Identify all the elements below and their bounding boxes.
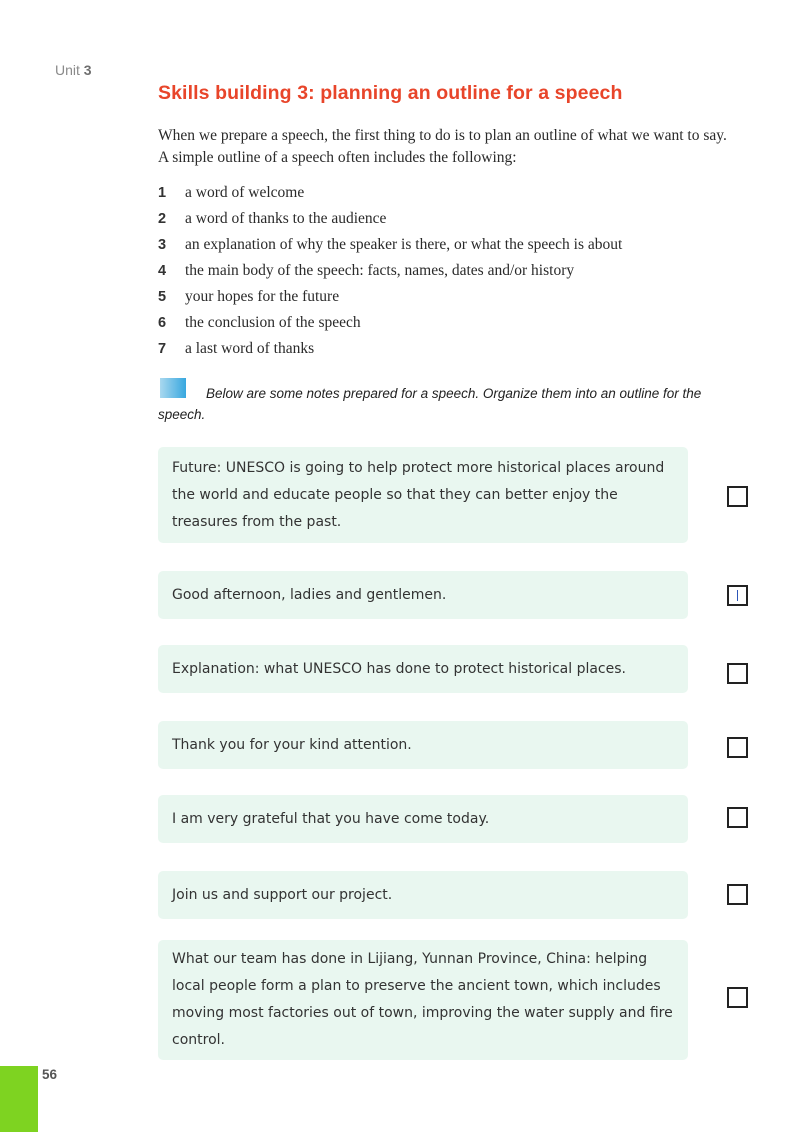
note-card-grateful: I am very grateful that you have come today. — [158, 795, 688, 843]
check-mark — [737, 590, 738, 601]
page-tab — [0, 1066, 38, 1132]
note-checkbox[interactable] — [727, 486, 748, 507]
note-card-lijiang: What our team has done in Lijiang, Yunnan Province, China: helping local people form a plan to preserve the ancient town, which includes moving most factories out of town, improving the water supply and fire control. — [158, 940, 688, 1060]
outline-item: 5 your hopes for the future — [158, 288, 340, 305]
page-number: 56 — [42, 1067, 58, 1082]
note-checkbox[interactable] — [727, 807, 748, 828]
outline-item: 4 the main body of the speech: facts, names, dates and/or history — [158, 262, 575, 279]
note-card-thank-you: Thank you for your kind attention. — [158, 721, 688, 769]
intro-paragraph: When we prepare a speech, the first thing to do is to plan an outline of what we want to say. A simple outline of a speech often includes the following: — [158, 127, 727, 166]
outline-item: 3 an explanation of why the speaker is there, or what the speech is about — [158, 236, 623, 253]
note-card-explanation: Explanation: what UNESCO has done to protect historical places. — [158, 645, 688, 693]
note-card-future: Future: UNESCO is going to help protect more historical places around the world and educate people so that they can better enjoy the treasures from the past. — [158, 447, 688, 543]
outline-item: 7 a last word of thanks — [158, 340, 315, 357]
note-checkbox[interactable] — [727, 987, 748, 1008]
task-instruction: Below are some notes prepared for a speech. Organize them into an outline for the speech. — [158, 386, 702, 422]
note-card-join-us: Join us and support our project. — [158, 871, 688, 919]
outline-item: 1 a word of welcome — [158, 184, 305, 201]
note-checkbox[interactable] — [727, 737, 748, 758]
note-card-welcome: Good afternoon, ladies and gentlemen. — [158, 571, 688, 619]
section-title: Skills building 3: planning an outline for a speech — [158, 82, 623, 104]
outline-list — [158, 180, 622, 362]
outline-item: 2 a word of thanks to the audience — [158, 210, 387, 227]
note-checkbox[interactable] — [727, 663, 748, 684]
note-checkbox[interactable] — [727, 585, 748, 606]
unit-number: 3 — [83, 62, 92, 78]
unit-label: Unit 3 — [55, 62, 92, 78]
outline-item: 6 the conclusion of the speech — [158, 314, 361, 331]
note-checkbox[interactable] — [727, 884, 748, 905]
